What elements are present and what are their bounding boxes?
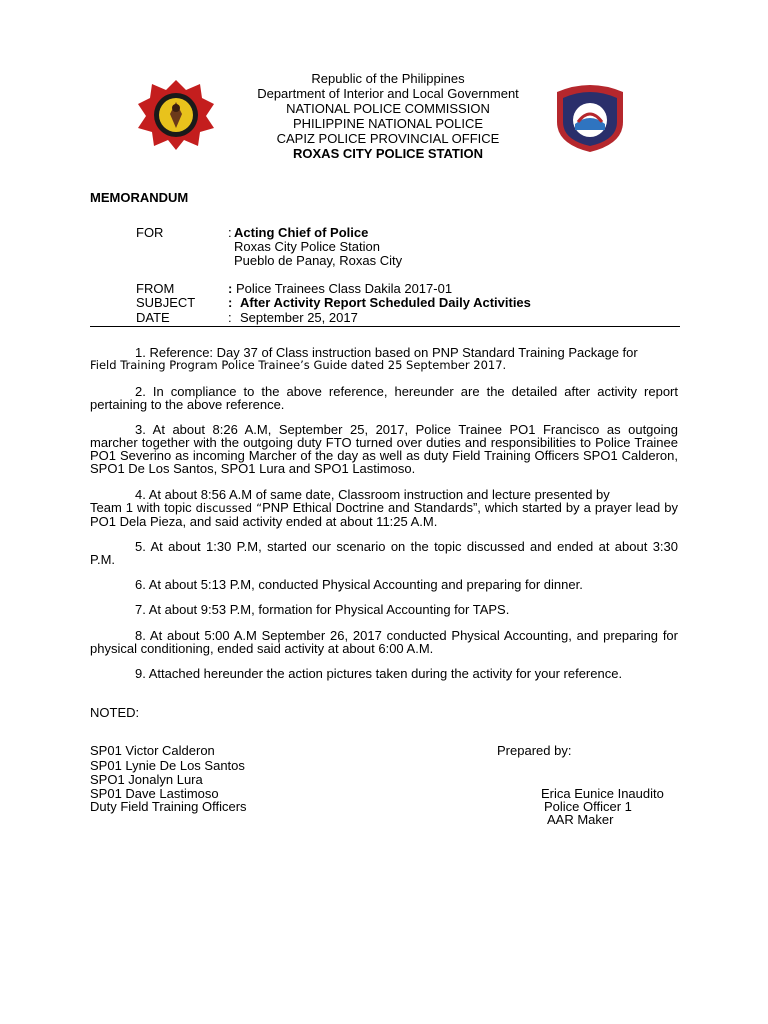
noted-label: NOTED: [90, 705, 140, 720]
header-line-republic: Republic of the Philippines [311, 71, 465, 86]
noted-officers-title: Duty Field Training Officers [90, 799, 247, 814]
paragraph-4-rest: ”, which started by a prayer lead by PO1 Dela Pieza, and said activity ended at about 11:25 A.M. [90, 500, 678, 529]
noted-officer-3: SPO1 Jonalyn Lura [90, 772, 203, 787]
paragraph-9: 9. Attached hereunder the action pictures taken during the activity for your reference. [135, 666, 623, 681]
date-label: DATE [136, 310, 170, 325]
header-divider [90, 326, 680, 327]
preparer-role: AAR Maker [547, 812, 614, 827]
for-recipient: Acting Chief of Police [234, 225, 369, 240]
paragraph-4-topic: PNP Ethical Doctrine and Standards [262, 500, 473, 515]
noted-officer-1: SP01 Victor Calderon [90, 743, 215, 758]
header-line-capiz-ppo: CAPIZ POLICE PROVINCIAL OFFICE [276, 131, 500, 146]
from-separator: : [228, 281, 233, 296]
noted-officer-2: SP01 Lynie De Los Santos [90, 758, 245, 773]
paragraph-1 [90, 346, 678, 372]
paragraph-4-line1: 4. At about 8:56 A.M of same date, Classroom instruction and lecture presented by [135, 487, 610, 502]
subject-separator: : [228, 295, 233, 310]
paragraph-7: 7. At about 9:53 P.M, formation for Physical Accounting for TAPS. [135, 602, 510, 617]
from-label: FROM [136, 281, 175, 296]
date-value: September 25, 2017 [240, 310, 358, 325]
header-line-pnp: PHILIPPINE NATIONAL POLICE [293, 116, 483, 131]
paragraph-5: 5. At about 1:30 P.M, started our scenario on the topic discussed and ended at about 3:30 P.M. [90, 539, 678, 567]
paragraph-3: 3. At about 8:26 A.M, September 25, 2017, Police Trainee PO1 Francisco as outgoing marcher together with the outgoing duty FTO turned over duties and responsibilities to Police Trainee PO1 Severino as incoming Marcher of the day as well as duty Field Training Officers SPO1 Calderon, SPO1 De Los Santos, SPO1 Lura and SPO1 Lastimoso. [90, 422, 678, 476]
prepared-by-label: Prepared by: [497, 743, 572, 758]
paragraph-2: 2. In compliance to the above reference, hereunder are the detailed after activity report pertaining to the above reference. [90, 384, 678, 412]
paragraph-8: 8. At about 5:00 A.M September 26, 2017 conducted Physical Accounting, and preparing for physical conditioning, ended said activity at about 6:00 A.M. [90, 628, 678, 656]
subject-value: After Activity Report Scheduled Daily Activities [240, 295, 531, 310]
for-separator: : [228, 225, 232, 240]
paragraph-6: 6. At about 5:13 P.M, conducted Physical Accounting and preparing for dinner. [135, 577, 583, 592]
noted-officer-4: SP01 Dave Lastimoso [90, 786, 219, 801]
for-address-line1: Roxas City Police Station [234, 239, 380, 254]
paragraph-1-line2: Field Training Program Police Trainee’s Guide dated 25 September 2017. [90, 358, 507, 372]
paragraph-4 [90, 488, 678, 528]
paragraph-1-line1: 1. Reference: Day 37 of Class instruction based on PNP Standard Training Package for [135, 345, 638, 360]
paragraph-4-discussed: discussed “ [195, 501, 263, 515]
header-line-napolcom: NATIONAL POLICE COMMISSION [286, 101, 490, 116]
for-address-line2: Pueblo de Panay, Roxas City [234, 253, 403, 268]
for-label: FOR [136, 225, 164, 240]
preparer-name: Erica Eunice Inaudito [541, 786, 664, 801]
date-separator: : [228, 310, 232, 325]
header-line-dilg: Department of Interior and Local Government [257, 86, 519, 101]
paragraph-4-team: Team 1 with topic [90, 500, 196, 515]
subject-label: SUBJECT [136, 295, 196, 310]
memo-title: MEMORANDUM [90, 190, 189, 205]
header-line-station: ROXAS CITY POLICE STATION [293, 146, 483, 161]
letterhead [190, 71, 586, 161]
from-value: Police Trainees Class Dakila 2017-01 [236, 281, 453, 296]
preparer-rank: Police Officer 1 [544, 799, 632, 814]
